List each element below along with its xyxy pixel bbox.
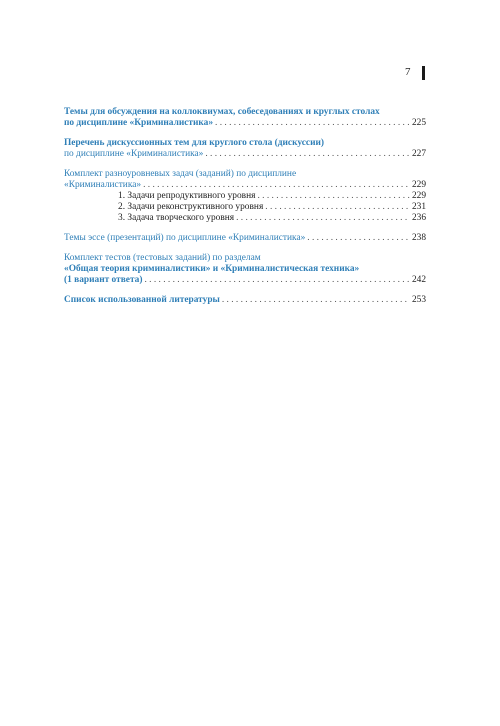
toc-leader-dots: [205, 149, 410, 160]
toc-leader-dots: [144, 275, 409, 286]
toc-subentry: [64, 191, 426, 202]
toc-page-number: 229: [411, 180, 426, 190]
toc-entry-last-line: [64, 275, 426, 286]
page-number: 7: [405, 66, 411, 78]
toc-entry: [64, 233, 426, 244]
toc-entry-title-line: Темы эссе (презентаций) по дисциплине «Криминалистика»: [64, 233, 306, 243]
toc-leader-dots: [236, 213, 410, 224]
toc-entry-title-line: Комплект разноуровневых задач (заданий) по дисциплине: [64, 169, 297, 179]
toc-entry-title-line: Список использованной литературы: [64, 295, 220, 305]
toc-entry-last-line: [64, 118, 426, 129]
toc-entry: [64, 138, 426, 160]
toc-entry-last-line: [64, 295, 426, 306]
toc-entry-last-line: [64, 149, 426, 160]
toc-page-number: 225: [411, 118, 426, 128]
toc-leader-dots: [265, 202, 410, 213]
toc-entry-title-line: (1 вариант ответа): [64, 275, 143, 285]
toc-entry-title-line: Перечень дискуссионных тем для круглого стола (дискуссии): [64, 138, 324, 148]
toc-page-number: 229: [411, 191, 426, 201]
toc-subentry: [64, 213, 426, 224]
toc-page-number: 236: [411, 213, 426, 223]
toc-page-number: 231: [411, 202, 426, 212]
toc-page-number: 253: [411, 295, 426, 305]
toc-entry-title-line: «Криминалистика»: [64, 180, 142, 190]
toc-entry: [64, 295, 426, 306]
toc-leader-dots: [222, 295, 410, 306]
toc-entry-last-line: [64, 180, 426, 191]
page-number-marker: [422, 66, 425, 80]
toc-leader-dots: [257, 191, 410, 202]
toc-page-number: 238: [411, 233, 426, 243]
toc-leader-dots: [143, 180, 410, 191]
toc-subentry: [64, 202, 426, 213]
toc-page-number: 227: [411, 149, 426, 159]
toc-entry-title-line: по дисциплине «Криминалистика»: [64, 118, 214, 128]
toc-entry-last-line: [64, 233, 426, 244]
toc-subentry-title: 2. Задачи реконструктивного уровня: [118, 202, 264, 212]
toc-entry-title-line: «Общая теория криминалистики» и «Криминалистическая техника»: [64, 264, 360, 274]
toc-subentry-title: 3. Задача творческого уровня: [118, 213, 235, 223]
toc-entry-title-line: Комплект тестов (тестовых заданий) по разделам: [64, 253, 261, 263]
toc-entry: [64, 107, 426, 129]
toc-entry-title-line: по дисциплине «Криминалистика»: [64, 149, 204, 159]
toc-leader-dots: [307, 233, 410, 244]
toc-page-number: 242: [411, 275, 426, 285]
table-of-contents: [64, 107, 426, 315]
toc-subentry-title: 1. Задачи репродуктивного уровня: [118, 191, 256, 201]
toc-leader-dots: [215, 118, 410, 129]
toc-entry: [64, 169, 426, 224]
toc-entry: [64, 253, 426, 286]
toc-entry-title-line: Темы для обсуждения на коллоквиумах, собеседованиях и круглых столах: [64, 107, 380, 117]
